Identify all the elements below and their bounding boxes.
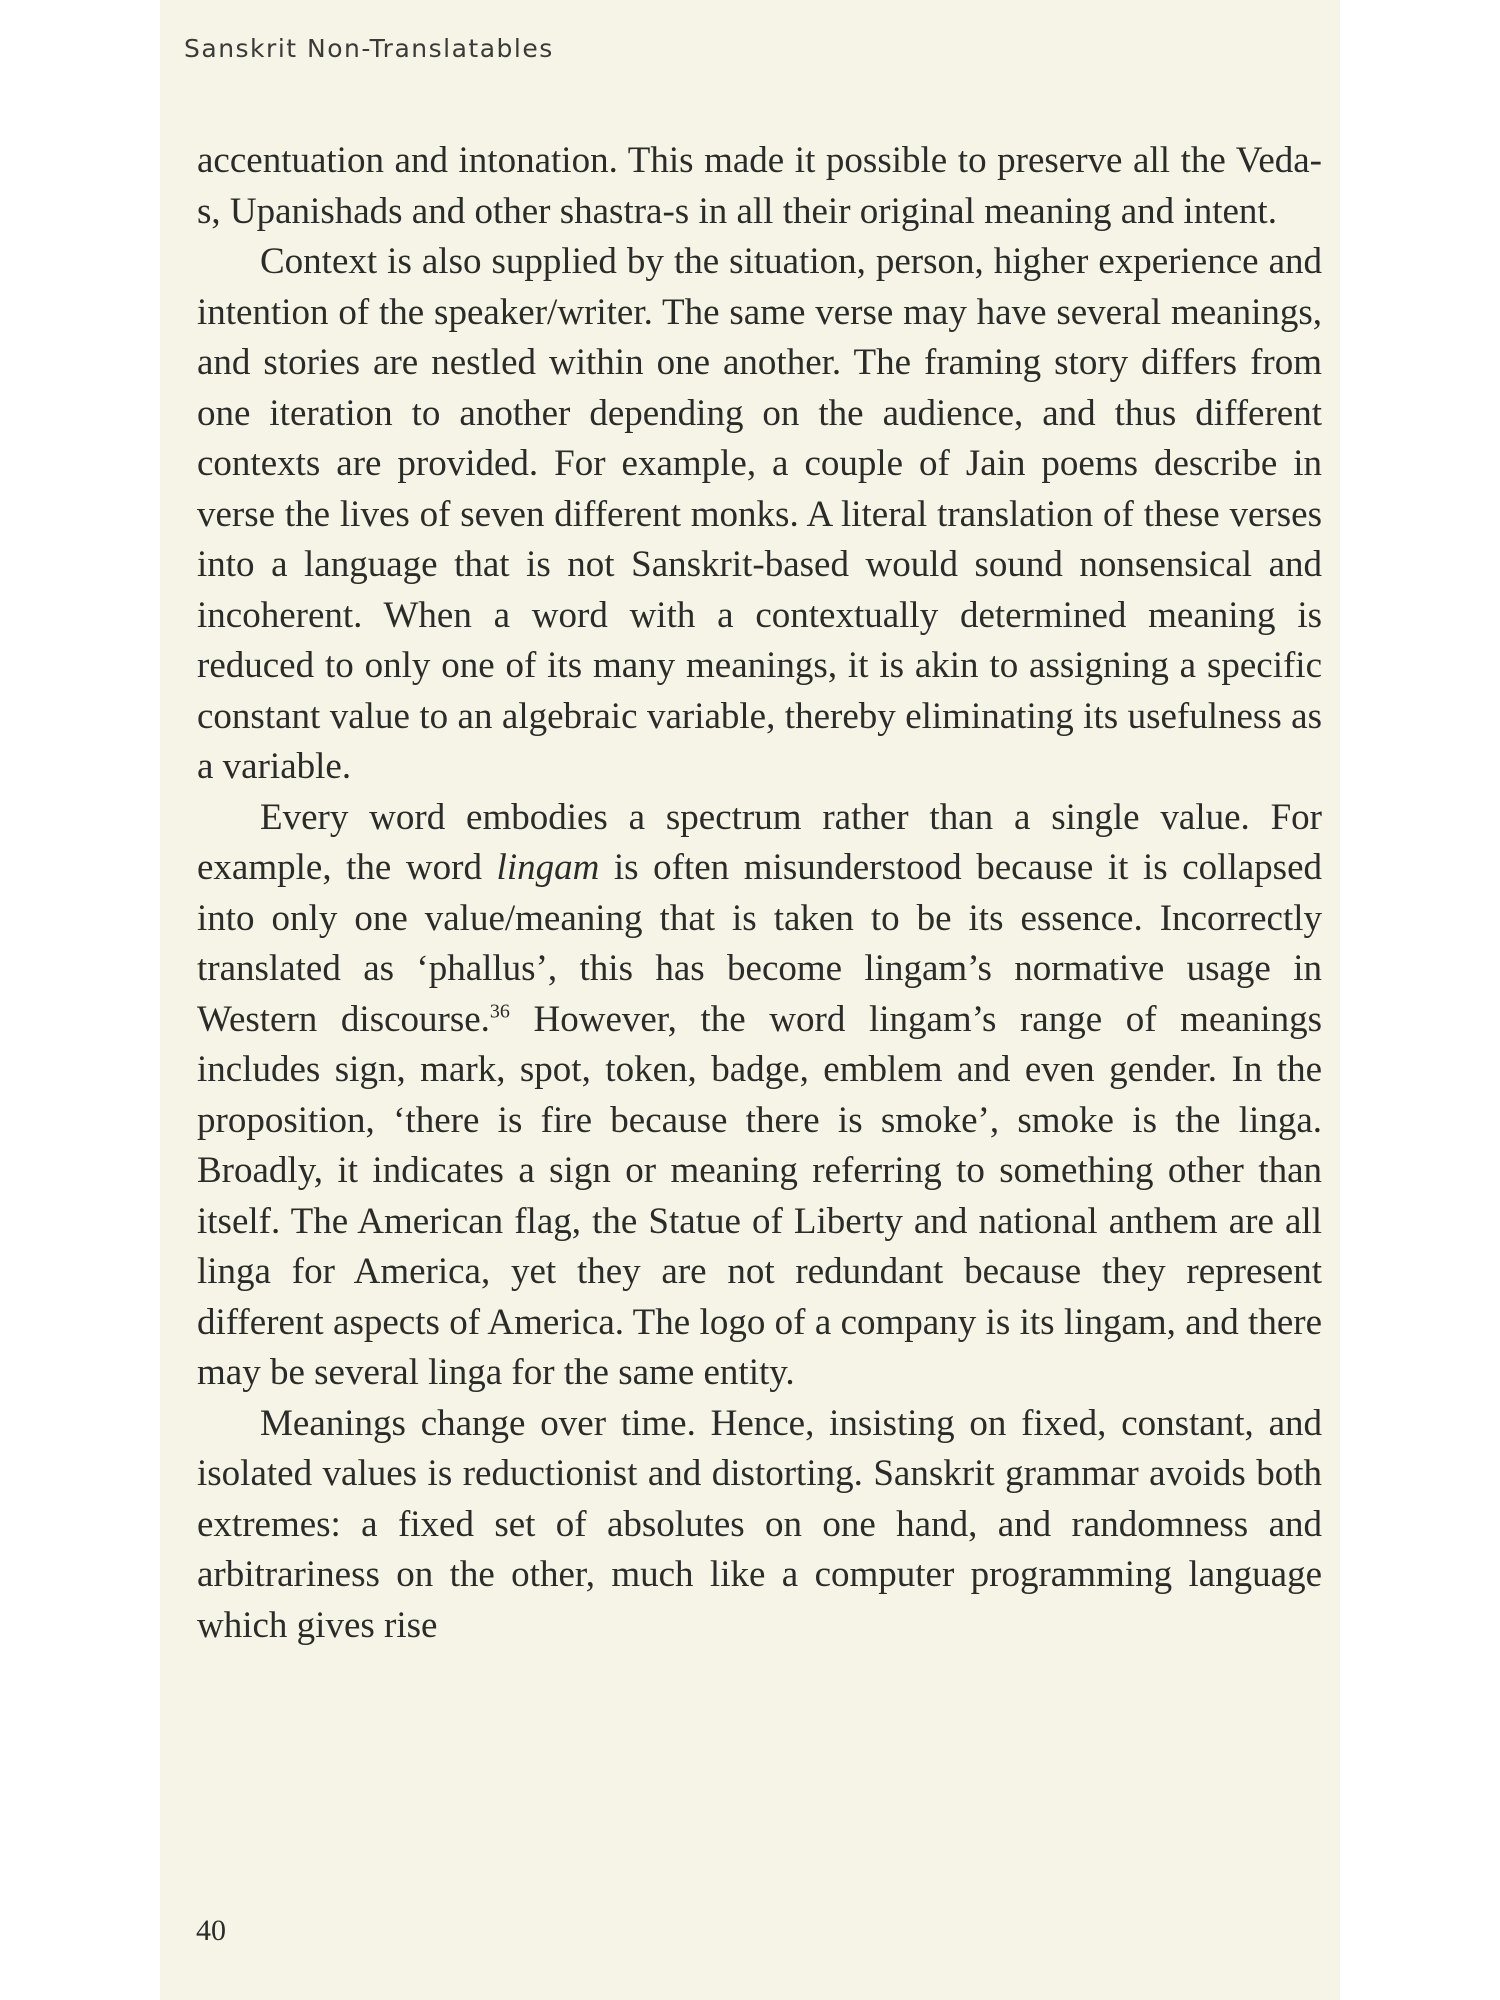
- italic-term-lingam: lingam: [496, 847, 600, 888]
- paragraph-3-text-c: However, the word lingam’s range of meanings includes sign, mark, spot, token, badge, emblem and even gender. In the proposition, ‘there is fire because there is smoke’, smoke is the linga. Broadly, it indicates a sign or meaning referring to something other than itself. The American flag, the Statue of Liberty and national anthem are all linga for America, yet they are not redundant because they represent different aspects of America. The logo of a company is its lingam, and there may be several linga for the same entity.: [197, 998, 1322, 1393]
- running-header: Sanskrit Non-Translatables: [184, 34, 554, 63]
- book-page: [160, 0, 1340, 2000]
- paragraph-4: Meanings change over time. Hence, insisting on fixed, constant, and isolated values is reductionist and distorting. Sanskrit grammar avoids both extremes: a fixed set of absolutes on one hand, and randomness and arbitrariness on the other, much like a computer programming language which gives rise: [197, 1402, 1322, 1646]
- body-text: [197, 136, 1322, 1651]
- paragraph-3-text-b: is often misunderstood because it is collapsed into only one value/meaning that is taken to be its essence. Incorrectly translated as ‘phallus’, this has become lingam’s normative usage in Western discourse.: [197, 847, 1322, 1040]
- paragraph-3-text-a: Every word embodies a spectrum rather than a single value. For example, the word: [197, 796, 1322, 888]
- paragraph-2: Context is also supplied by the situation, person, higher experience and intention of the speaker/writer. The same verse may have several meanings, and stories are nestled within one another. The framing story differs from one iteration to another depending on the audience, and thus different contexts are provided. For example, a couple of Jain poems describe in verse the lives of seven different monks. A literal translation of these verses into a language that is not Sanskrit-based would sound nonsensical and incoherent. When a word with a contextually determined meaning is reduced to only one of its many meanings, it is akin to assigning a specific constant value to an algebraic variable, thereby eliminating its usefulness as a variable.: [197, 241, 1322, 787]
- paragraph-1: accentuation and intonation. This made it possible to preserve all the Veda-s, Upanishads and other shastra-s in all their original meaning and intent.: [197, 140, 1322, 232]
- page-number: 40: [196, 1914, 226, 1947]
- footnote-marker[interactable]: 36: [489, 1000, 510, 1023]
- paragraph-3: [197, 793, 1322, 1399]
